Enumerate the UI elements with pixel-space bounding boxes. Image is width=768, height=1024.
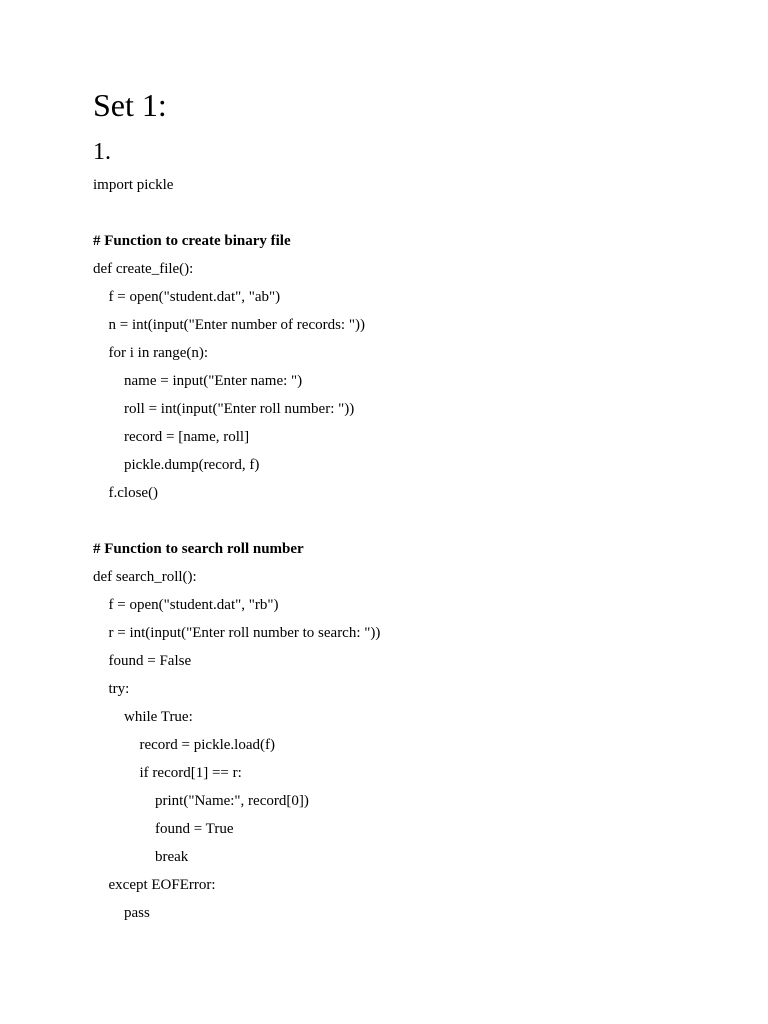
code-line: name = input("Enter name: "): [124, 373, 303, 389]
code-block: [93, 171, 380, 927]
code-line: for i in range(n):: [108, 345, 209, 361]
code-line: n = int(input("Enter number of records: ")): [108, 317, 365, 333]
code-line: f.close(): [108, 485, 159, 501]
code-line: pickle.dump(record, f): [124, 457, 260, 473]
code-line: except EOFError:: [108, 877, 216, 893]
set-title: Set 1:: [93, 87, 167, 123]
code-line: r = int(input("Enter roll number to search: ")): [108, 625, 381, 641]
code-line: break: [155, 849, 189, 865]
code-comment: # Function to create binary file: [93, 233, 291, 249]
code-line: def create_file():: [93, 261, 194, 277]
code-line: f = open("student.dat", "ab"): [108, 289, 281, 305]
code-line: try:: [108, 681, 130, 697]
blank-line: [93, 199, 380, 227]
code-line: roll = int(input("Enter roll number: ")): [124, 401, 355, 417]
code-line: import pickle: [93, 177, 174, 193]
code-line: while True:: [124, 709, 193, 725]
code-comment: # Function to search roll number: [93, 541, 304, 557]
code-line: if record[1] == r:: [139, 765, 242, 781]
code-line: f = open("student.dat", "rb"): [108, 597, 279, 613]
code-line: found = True: [155, 821, 234, 837]
code-line: record = [name, roll]: [124, 429, 250, 445]
code-line: found = False: [108, 653, 192, 669]
blank-line: [93, 507, 380, 535]
code-line: record = pickle.load(f): [139, 737, 275, 753]
code-line: def search_roll():: [93, 569, 197, 585]
code-line: print("Name:", record[0]): [155, 793, 309, 809]
question-number: 1.: [93, 139, 111, 165]
code-line: pass: [124, 905, 150, 921]
